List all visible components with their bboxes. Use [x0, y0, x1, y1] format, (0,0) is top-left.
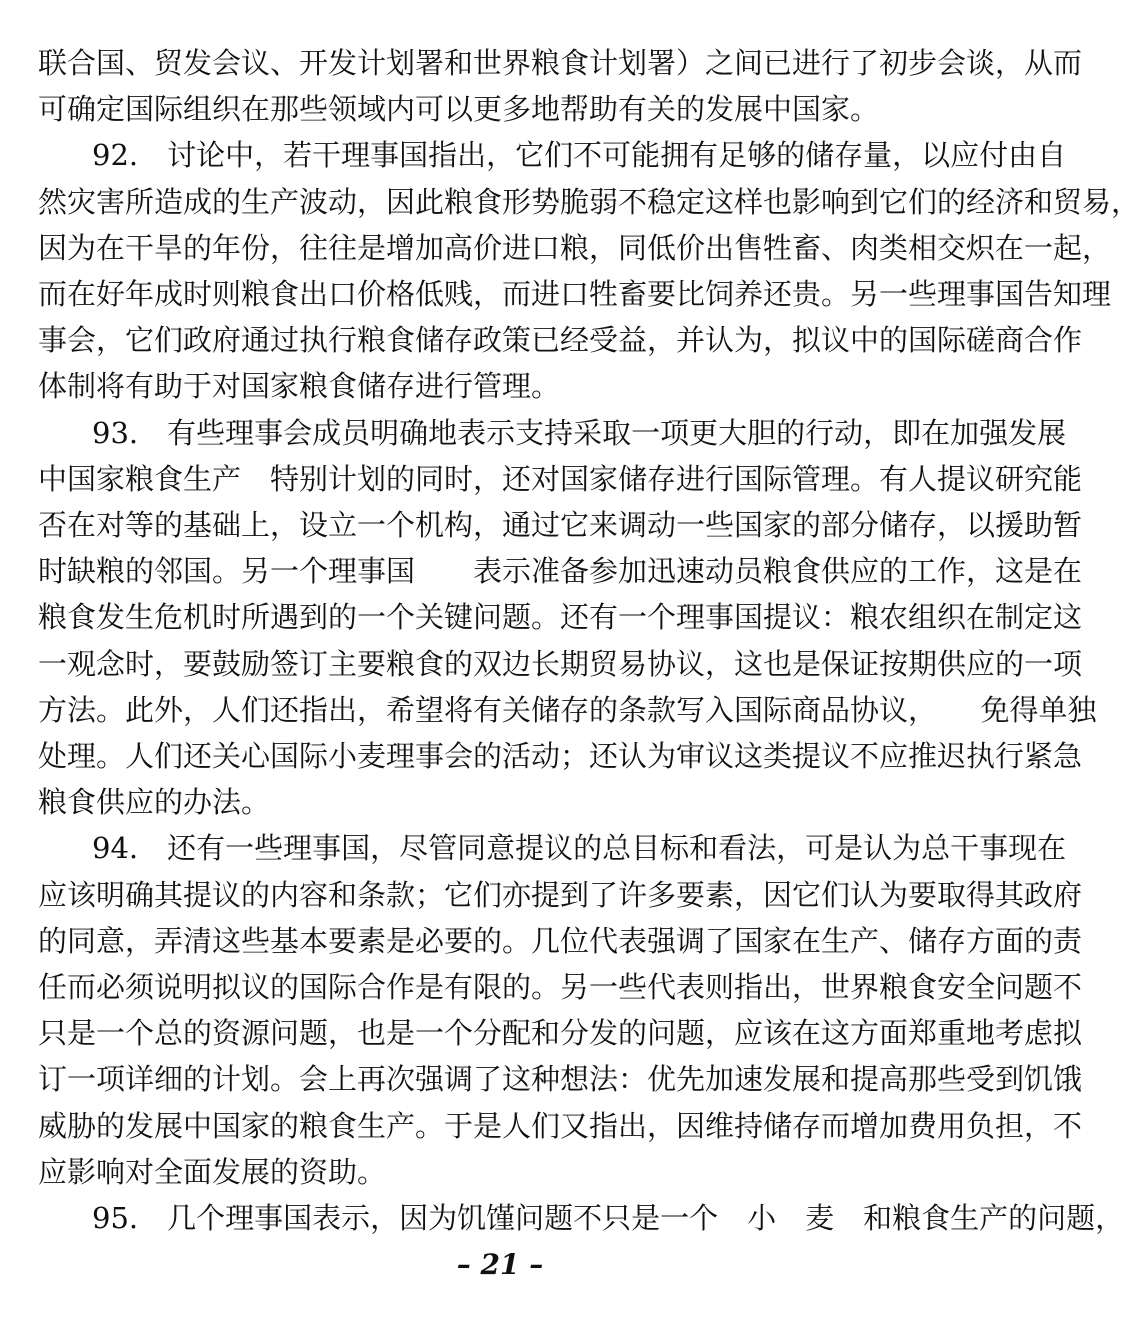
paragraph-92-start: 92. 讨论中，若干理事国指出，它们不可能拥有足够的储存量，以应付由自	[92, 138, 1067, 173]
paragraph-93-start: 93. 有些理事会成员明确地表示支持采取一项更大胆的行动，即在加强发展	[92, 415, 1067, 450]
text-line: 粮食发生危机时所遇到的一个关键问题。还有一个理事国提议：粮农组织在制定这	[38, 600, 1083, 635]
text-line: 应该明确其提议的内容和条款；它们亦提到了许多要素，因它们认为要取得其政府	[38, 877, 1083, 912]
text-line: 时缺粮的邻国。另一个理事国 表示准备参加迅速动员粮食供应的工作，这是在	[38, 554, 1083, 589]
text-line: 否在对等的基础上，设立一个机构，通过它来调动一些国家的部分储存，以援助暂	[38, 508, 1083, 542]
text-line: 方法。此外，人们还指出，希望将有关储存的条款写入国际商品协议， 免得单独	[38, 692, 1097, 727]
text-line: 处理。人们还关心国际小麦理事会的活动；还认为审议这类提议不应推迟执行紧急	[38, 739, 1083, 773]
text-line: 只是一个总的资源问题，也是一个分配和分发的问题，应该在这方面郑重地考虑拟	[38, 1016, 1083, 1051]
text-line: 因为在干旱的年份，往往是增加高价进口粮，同低价出售牲畜、肉类相交炽在一起，	[38, 230, 1112, 265]
text-line: 任而必须说明拟议的国际合作是有限的。另一些代表则指出，世界粮食安全问题不	[38, 970, 1083, 1004]
paragraph-94-start: 94. 还有一些理事国，尽管同意提议的总目标和看法，可是认为总干事现在	[92, 831, 1067, 866]
text-line: 中国家粮食生产 特别计划的同时，还对国家储存进行国际管理。有人提议研究能	[38, 461, 1083, 496]
text-line: 订一项详细的计划。会上再次强调了这种想法：优先加速发展和提高那些受到饥饿	[38, 1062, 1083, 1097]
text-line: 然灾害所造成的生产波动，因此粮食形势脆弱不稳定这样也影响到它们的经济和贸易，	[38, 184, 1140, 219]
text-line: 事会，它们政府通过执行粮食储存政策已经受益，并认为，拟议中的国际磋商合作	[38, 323, 1083, 358]
text-line: 联合国、贸发会议、开发计划署和世界粮食计划署）之间已进行了初步会谈，从而	[38, 46, 1083, 80]
page-number: – 21 –	[456, 1248, 544, 1282]
text-line: 而在好年成时则粮食出口价格低贱，而进口牲畜要比饲养还贵。另一些理事国告知理	[38, 277, 1112, 311]
text-line: 应影响对全面发展的资助。	[38, 1154, 387, 1189]
text-line: 体制将有助于对国家粮食储存进行管理。	[38, 369, 561, 404]
text-line: 的同意，弄清这些基本要素是必要的。几位代表强调了国家在生产、储存方面的责	[38, 923, 1083, 958]
text-line: 一观念时，要鼓励签订主要粮食的双边长期贸易协议，这也是保证按期供应的一项	[38, 646, 1083, 681]
text-line: 威胁的发展中国家的粮食生产。于是人们又指出，因维持储存而增加费用负担，不	[38, 1108, 1083, 1143]
text-line: 粮食供应的办法。	[38, 785, 271, 820]
paragraph-95-start: 95. 几个理事国表示，因为饥馑问题不只是一个 小 麦 和粮食生产的问题，	[92, 1201, 1125, 1235]
text-line: 可确定国际组织在那些领域内可以更多地帮助有关的发展中国家。	[38, 92, 880, 127]
